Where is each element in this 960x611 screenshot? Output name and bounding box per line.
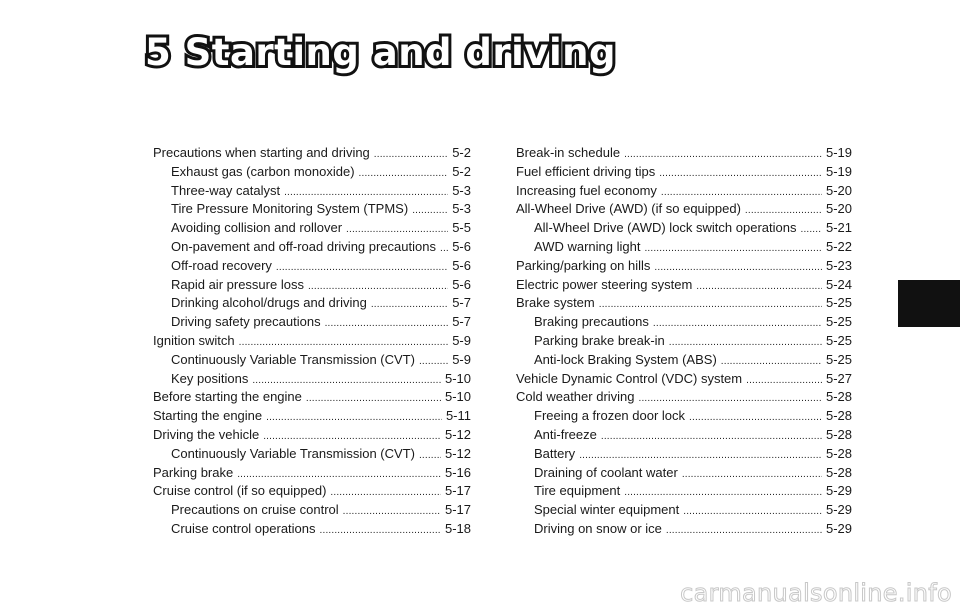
toc-entry-page: 5-29 — [825, 520, 852, 536]
toc-entry-text: Driving the vehicle — [153, 426, 260, 442]
toc-entry[interactable] — [516, 464, 852, 483]
toc-entry-page: 5-24 — [825, 276, 852, 292]
toc-entry-text: Starting the engine — [153, 408, 263, 424]
toc-entry-page: 5-16 — [444, 464, 471, 480]
toc-entry[interactable] — [153, 464, 471, 483]
toc-entry-text: Exhaust gas (carbon monoxide) — [171, 163, 355, 179]
dot-leader — [800, 221, 821, 240]
dot-leader — [325, 315, 449, 334]
toc-entry-text: Continuously Variable Transmission (CVT) — [171, 351, 415, 367]
toc-entry-text: Driving safety precautions — [171, 314, 321, 330]
dot-leader — [682, 466, 822, 485]
toc-entry[interactable] — [153, 482, 471, 501]
toc-entry-text: Braking precautions — [534, 314, 649, 330]
dot-leader — [659, 165, 822, 184]
dot-leader — [696, 278, 822, 297]
toc-entry[interactable] — [516, 294, 852, 313]
chapter-title: 5 Starting and driving — [145, 31, 616, 74]
dot-leader — [746, 372, 822, 391]
toc-entry[interactable] — [153, 370, 471, 389]
dot-leader — [266, 409, 442, 428]
toc-entry-text: Key positions — [171, 370, 249, 386]
dot-leader — [306, 390, 441, 409]
toc-entry[interactable] — [516, 501, 852, 520]
toc-column-right — [516, 144, 852, 539]
toc-entry[interactable] — [516, 257, 852, 276]
toc-entry-page: 5-28 — [825, 389, 852, 405]
toc-entry-text: Break-in schedule — [516, 145, 621, 160]
toc-entry[interactable] — [153, 219, 471, 238]
toc-entry-text: Cold weather driving — [516, 389, 635, 405]
dot-leader — [374, 146, 448, 165]
toc-entry-page: 5-12 — [444, 426, 471, 442]
toc-entry[interactable] — [516, 445, 852, 464]
toc-entry-text: Tire equipment — [534, 483, 621, 499]
toc-entry-page: 5-3 — [452, 201, 471, 217]
toc-entry-text: Increasing fuel economy — [516, 182, 657, 198]
toc-entry[interactable] — [153, 276, 471, 295]
toc-entry-page: 5-28 — [825, 426, 852, 442]
dot-leader — [440, 240, 448, 259]
toc-entry-page: 5-19 — [825, 145, 852, 160]
toc-entry[interactable] — [516, 238, 852, 257]
toc-entry-text: Cruise control (if so equipped) — [153, 483, 327, 499]
toc-entry[interactable] — [516, 200, 852, 219]
toc-entry-page: 5-7 — [452, 295, 471, 311]
toc-entry-text: On-pavement and off-road driving precautions — [171, 238, 436, 254]
dot-leader — [683, 503, 822, 522]
dot-leader — [320, 522, 441, 541]
toc-entry[interactable] — [153, 388, 471, 407]
toc-entry-page: 5-2 — [452, 145, 471, 160]
toc-entry[interactable] — [153, 407, 471, 426]
toc-entry-text: Freeing a frozen door lock — [534, 408, 686, 424]
toc-entry-text: Battery — [534, 445, 576, 461]
toc-entry-text: Off-road recovery — [171, 257, 272, 273]
toc-entry-page: 5-10 — [444, 370, 471, 386]
dot-leader — [419, 447, 441, 466]
toc-entry[interactable] — [153, 351, 471, 370]
dot-leader — [330, 484, 441, 503]
watermark: carmanualsonline.info — [680, 579, 952, 607]
toc-entry[interactable] — [516, 351, 852, 370]
toc-entry-page: 5-19 — [825, 163, 852, 179]
toc-entry[interactable] — [516, 332, 852, 351]
dot-leader — [689, 409, 822, 428]
toc-entry-text: Special winter equipment — [534, 502, 680, 518]
toc-entry[interactable] — [516, 370, 852, 389]
toc-entry-text: Anti-freeze — [534, 426, 597, 442]
toc-entry-text: All-Wheel Drive (AWD) lock switch operations — [534, 220, 797, 236]
toc-entry-page: 5-9 — [452, 351, 471, 367]
toc-entry[interactable] — [516, 407, 852, 426]
toc-entry[interactable] — [516, 163, 852, 182]
toc-entry-page: 5-6 — [452, 276, 471, 292]
toc-entry-page: 5-6 — [452, 257, 471, 273]
toc-entry-page: 5-25 — [825, 314, 852, 330]
toc-entry-page: 5-21 — [825, 220, 852, 236]
toc-entry-text: Tire Pressure Monitoring System (TPMS) — [171, 201, 409, 217]
toc-entry-page: 5-17 — [444, 502, 471, 518]
toc-entry-page: 5-29 — [825, 502, 852, 518]
toc-entry[interactable] — [516, 219, 852, 238]
toc-entry-text: Vehicle Dynamic Control (VDC) system — [516, 370, 743, 386]
toc-entry[interactable] — [153, 238, 471, 257]
toc-entry[interactable] — [153, 257, 471, 276]
toc-entry-page: 5-28 — [825, 408, 852, 424]
dot-leader — [644, 240, 822, 259]
chapter-thumb-tab — [898, 280, 960, 327]
toc-entry-text: Cruise control operations — [171, 520, 316, 536]
toc-entry[interactable] — [153, 313, 471, 332]
toc-entry-text: Continuously Variable Transmission (CVT) — [171, 445, 415, 461]
toc-entry[interactable] — [516, 276, 852, 295]
toc-entry-text: Precautions when starting and driving — [153, 145, 370, 160]
toc-entry-text: All-Wheel Drive (AWD) (if so equipped) — [516, 201, 741, 217]
toc-entry-text: Precautions on cruise control — [171, 502, 339, 518]
toc-entry-page: 5-23 — [825, 257, 852, 273]
toc-entry-page: 5-20 — [825, 201, 852, 217]
toc-entry-text: Parking/parking on hills — [516, 257, 651, 273]
toc-entry-page: 5-3 — [452, 182, 471, 198]
dot-leader — [419, 353, 448, 372]
toc-entry-page: 5-18 — [444, 520, 471, 536]
toc-entry-text: Driving on snow or ice — [534, 520, 662, 536]
toc-entry[interactable] — [153, 144, 471, 163]
toc-entry-text: AWD warning light — [534, 238, 641, 254]
toc-entry-text: Before starting the engine — [153, 389, 302, 405]
toc-entry-page: 5-27 — [825, 370, 852, 386]
dot-leader — [601, 428, 822, 447]
toc-entry[interactable] — [153, 501, 471, 520]
toc-entry-page: 5-28 — [825, 445, 852, 461]
toc-entry-page: 5-5 — [452, 220, 471, 236]
toc-entry-text: Parking brake — [153, 464, 234, 480]
dot-leader — [412, 202, 448, 221]
toc-entry-page: 5-25 — [825, 295, 852, 311]
toc-entry-page: 5-11 — [445, 408, 471, 424]
toc-entry[interactable] — [516, 388, 852, 407]
toc-entry-text: Drinking alcohol/drugs and driving — [171, 295, 367, 311]
toc-entry[interactable] — [516, 313, 852, 332]
toc-entry-page: 5-28 — [825, 464, 852, 480]
toc-entry-page: 5-2 — [452, 163, 471, 179]
toc-entry-page: 5-17 — [444, 483, 471, 499]
toc-entry[interactable] — [516, 520, 852, 539]
toc-entry-text: Rapid air pressure loss — [171, 276, 304, 292]
toc-entry[interactable] — [153, 182, 471, 201]
toc-entry[interactable] — [516, 182, 852, 201]
dot-leader — [666, 522, 822, 541]
toc-entry[interactable] — [153, 200, 471, 219]
dot-leader — [371, 296, 448, 315]
toc-entry-text: Draining of coolant water — [534, 464, 678, 480]
toc-entry[interactable] — [153, 163, 471, 182]
dot-leader — [653, 315, 822, 334]
toc-entry-page: 5-22 — [825, 238, 852, 254]
toc-entry[interactable] — [153, 520, 471, 539]
toc-entry[interactable] — [516, 144, 852, 163]
toc-entry-page: 5-25 — [825, 332, 852, 348]
toc-entry-text: Brake system — [516, 295, 595, 311]
toc-entry[interactable] — [516, 426, 852, 445]
toc-entry[interactable] — [153, 426, 471, 445]
toc-entry[interactable] — [516, 482, 852, 501]
dot-leader — [359, 165, 449, 184]
dot-leader — [343, 503, 441, 522]
toc-entry-page: 5-10 — [444, 389, 471, 405]
toc-entry[interactable] — [153, 445, 471, 464]
toc-entry[interactable] — [153, 294, 471, 313]
toc-entry-page: 5-25 — [825, 351, 852, 367]
toc-entry-page: 5-7 — [452, 314, 471, 330]
toc-entry-text: Avoiding collision and rollover — [171, 220, 343, 236]
toc-entry-text: Ignition switch — [153, 332, 235, 348]
toc-entry-text: Three-way catalyst — [171, 182, 281, 198]
toc-entry-page: 5-12 — [444, 445, 471, 461]
toc-entry-page: 5-6 — [452, 238, 471, 254]
toc-entry-page: 5-29 — [825, 483, 852, 499]
toc-entry[interactable] — [153, 332, 471, 351]
toc-entry-text: Electric power steering system — [516, 276, 693, 292]
toc-entry-text: Fuel efficient driving tips — [516, 163, 656, 179]
toc-entry-page: 5-20 — [825, 182, 852, 198]
toc-entry-page: 5-9 — [452, 332, 471, 348]
toc-column-left — [153, 144, 471, 539]
toc-entry-text: Parking brake break-in — [534, 332, 665, 348]
toc-entry-text: Anti-lock Braking System (ABS) — [534, 351, 717, 367]
